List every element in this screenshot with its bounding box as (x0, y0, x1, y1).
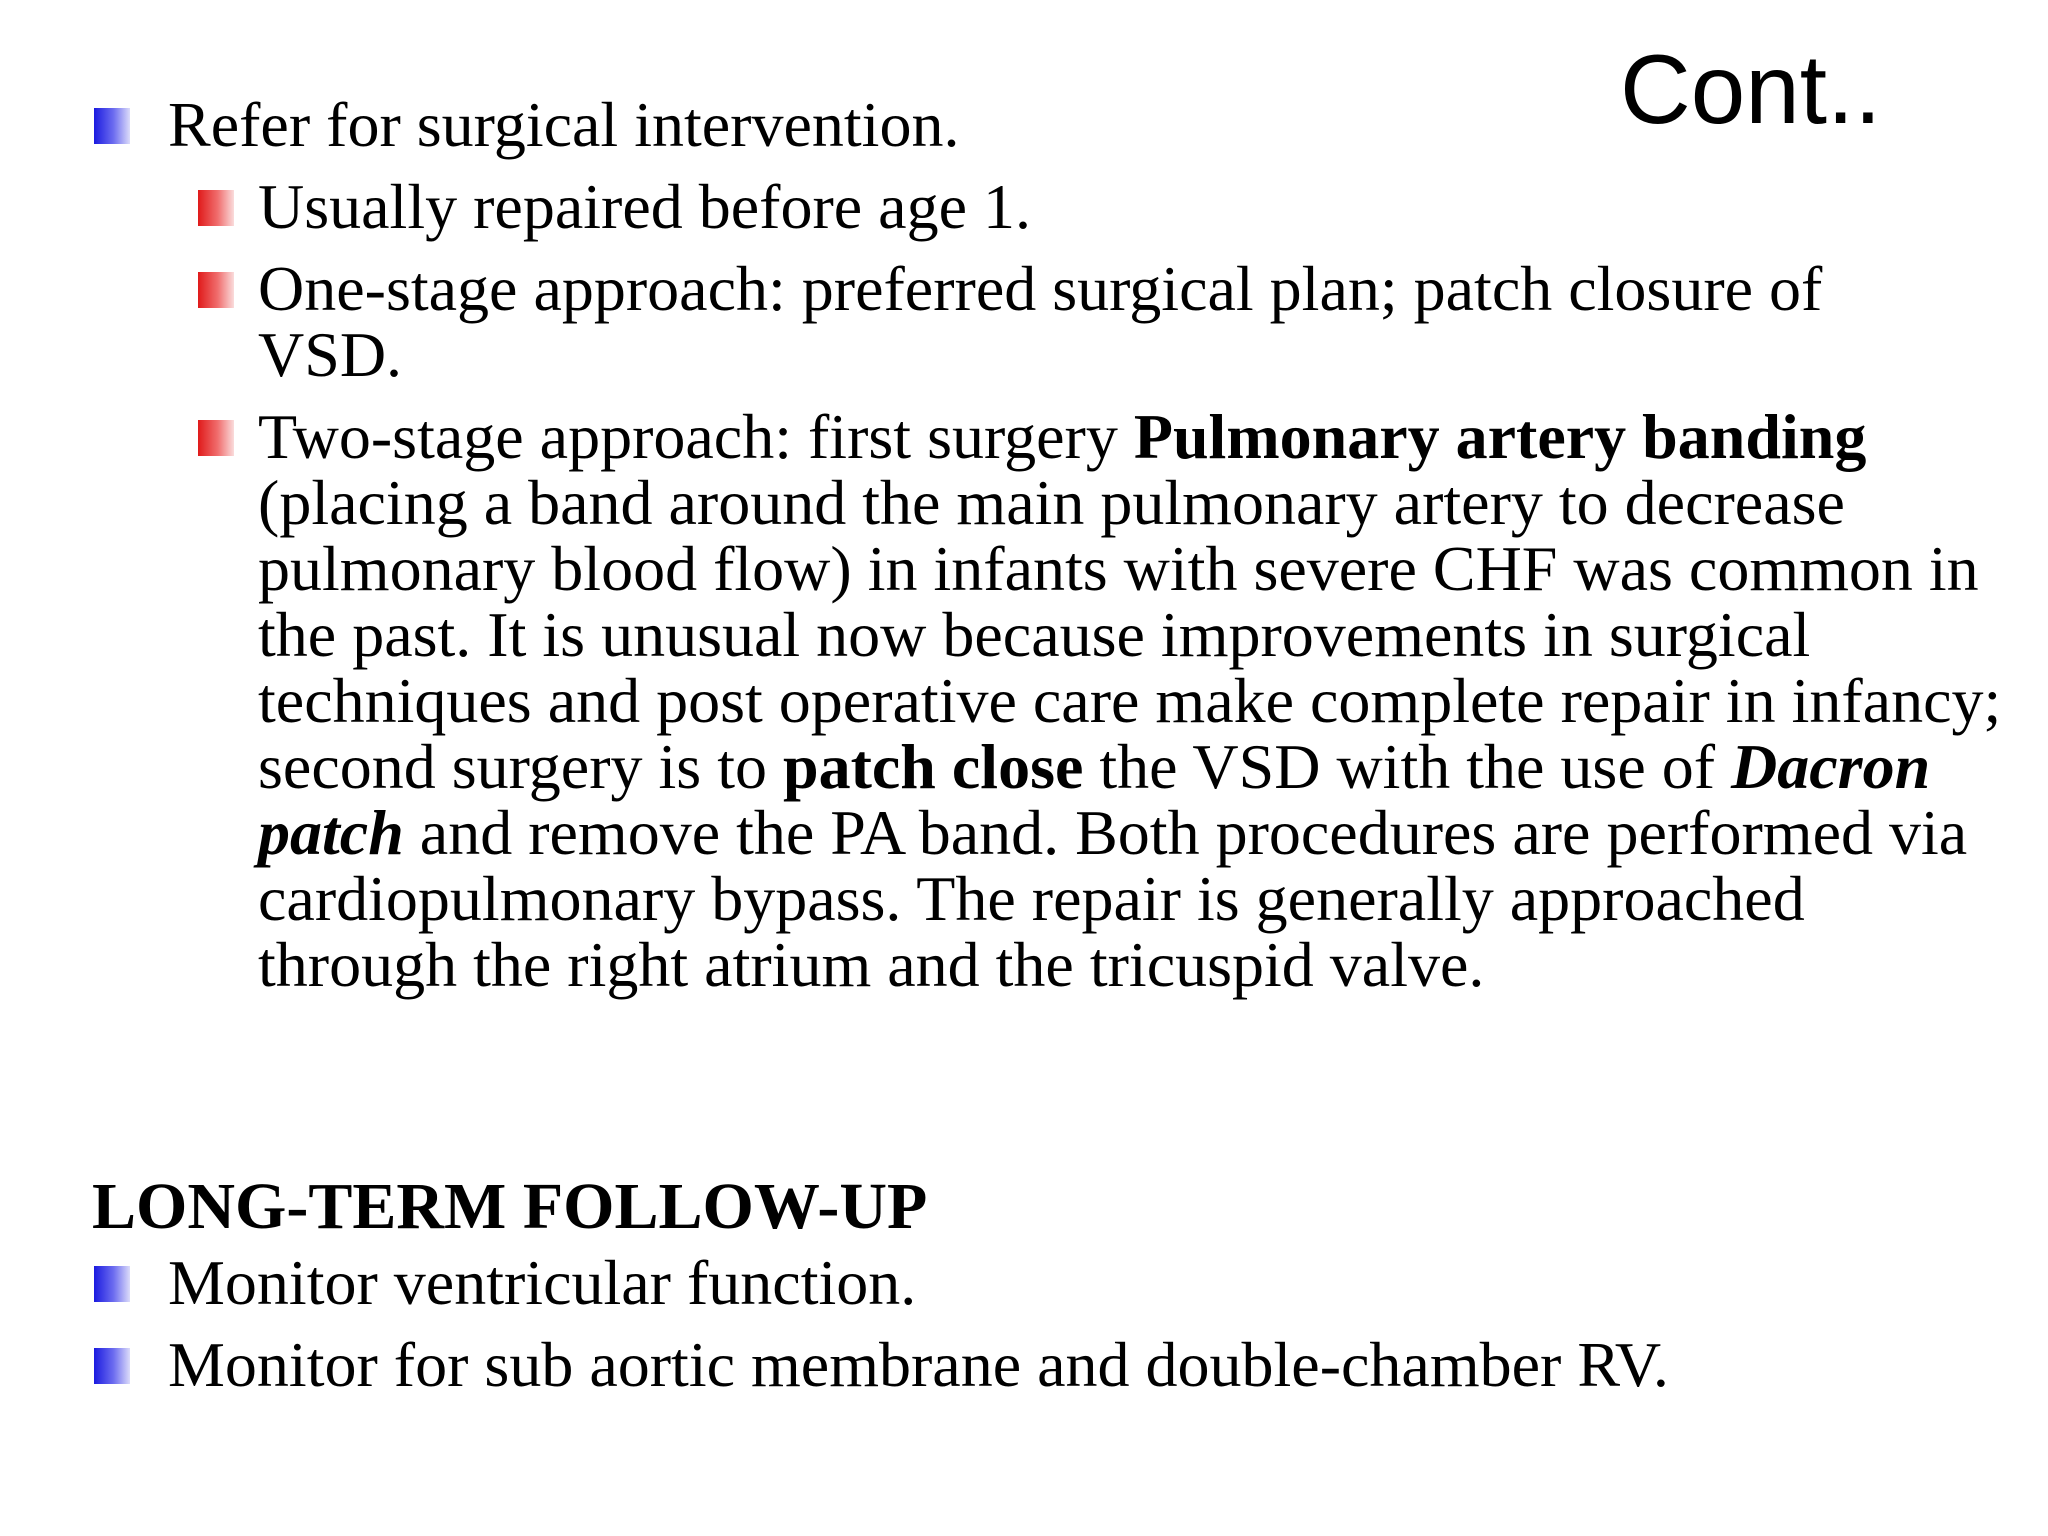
two-stage-bold-banding: Pulmonary artery banding (1133, 401, 1867, 472)
bullet-square-blue-icon (94, 1266, 130, 1302)
bullet-refer-surgical: Refer for surgical intervention. (168, 89, 960, 160)
two-stage-bolditalic-dacron: Dacron patch (258, 731, 1931, 868)
bullet-one-stage: One-stage approach: preferred surgical plan; patch closure of VSD. (258, 253, 1823, 390)
bullet-monitor-ventricular: Monitor ventricular function. (168, 1247, 917, 1318)
bullet-square-red-icon (198, 190, 234, 226)
two-stage-text-1: Two-stage approach: first surgery (258, 401, 1134, 472)
bullet-two-stage (258, 401, 2018, 1000)
two-stage-text-4: and remove the PA band. Both procedures are performed via cardiopulmonary bypass. The repair is generally approached through the right atrium and the tricuspid valve. (258, 797, 1968, 1000)
bullet-square-red-icon (198, 420, 234, 456)
bullet-square-blue-icon (94, 1348, 130, 1384)
bullet-square-blue-icon (94, 108, 130, 144)
bullet-square-red-icon (198, 272, 234, 308)
two-stage-text-3: the VSD with the use of (1083, 731, 1732, 802)
bullet-usually-repaired: Usually repaired before age 1. (258, 171, 1031, 242)
slide-title: Cont.. (1620, 34, 1882, 144)
two-stage-bold-patch-close: patch close (782, 731, 1084, 802)
two-stage-text-2: (placing a band around the main pulmonary artery to decrease pulmonary blood flow) in infants with severe CHF was common in the past. It is unusual now because improvements in surgical techniques and post operative care make complete repair in infancy; second surgery is to (258, 467, 2002, 802)
bullet-monitor-subaortic: Monitor for sub aortic membrane and double-chamber RV. (168, 1329, 1669, 1400)
section-heading-long-term: LONG-TERM FOLLOW-UP (92, 1170, 928, 1243)
